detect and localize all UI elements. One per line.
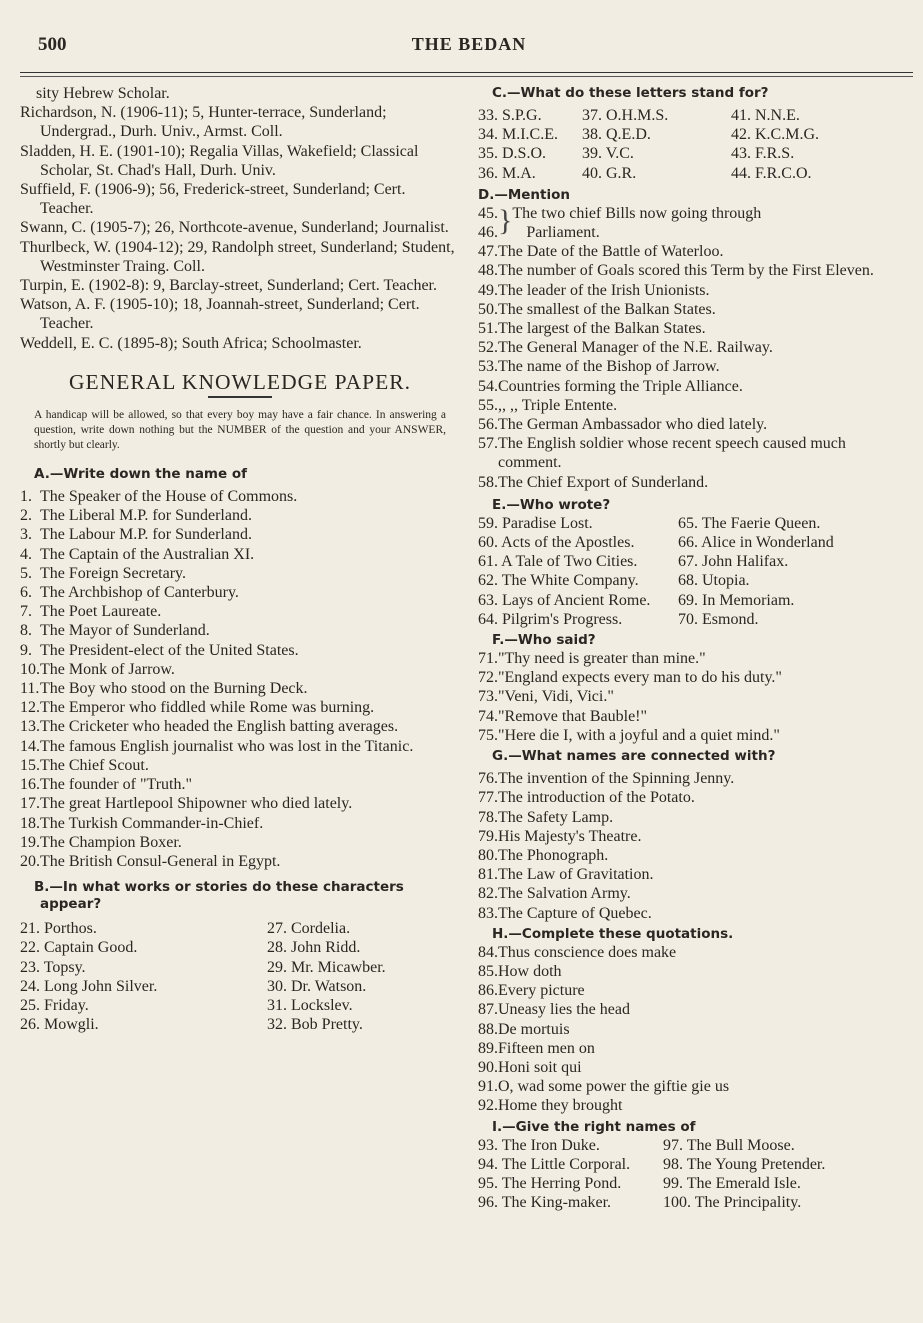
item-number: 81.: [478, 866, 498, 884]
item-text: How doth: [498, 962, 562, 980]
list-item: 36. M.A.: [478, 164, 536, 182]
question-item: [20, 583, 460, 602]
item-number: 90.: [478, 1058, 498, 1076]
question-item: [478, 357, 913, 376]
item-number: 13.: [20, 718, 40, 736]
list-item: 28. John Ridd.: [267, 939, 361, 957]
item-number: 10.: [20, 660, 40, 678]
item-number: 58.: [478, 473, 498, 491]
list-item: 65. The Faerie Queen.: [678, 514, 821, 532]
item-text: The Poet Laureate.: [40, 603, 162, 621]
running-header: [38, 32, 900, 60]
item-number: 72.: [478, 669, 498, 687]
item-text: Fifteen men on: [498, 1039, 595, 1057]
question-item: [20, 794, 460, 813]
item-text: The largest of the Balkan States.: [498, 320, 706, 338]
header-rule-thin: [20, 76, 913, 77]
item-text: The Date of the Battle of Waterloo.: [498, 243, 724, 261]
item-text: Uneasy lies the head: [498, 1001, 630, 1019]
section-g-list: [478, 769, 913, 923]
running-title: THE BEDAN: [411, 34, 527, 54]
question-item: [478, 981, 913, 1000]
question-item: [20, 545, 460, 564]
question-item: [20, 641, 460, 660]
question-item: [478, 1058, 913, 1077]
item-text: Parliament.: [526, 224, 600, 242]
list-item: 33. S.P.G.: [478, 107, 542, 124]
question-item: [478, 769, 913, 788]
item-number: 45.: [478, 204, 498, 222]
question-item: [478, 1000, 913, 1019]
question-item: [478, 904, 913, 923]
item-number: 52.: [478, 339, 498, 357]
list-item: 100. The Principality.: [663, 1194, 802, 1212]
question-item: [20, 679, 460, 698]
item-number: 87.: [478, 1001, 498, 1019]
item-number: 54.: [478, 377, 498, 395]
item-number: 16.: [20, 776, 40, 794]
alumni-entry: Swann, C. (1905-7); 26, Northcote-avenue, Sunderland; Journalist.: [20, 219, 449, 237]
question-item: [20, 737, 460, 756]
item-number: 82.: [478, 885, 498, 903]
page-number: 500: [38, 34, 67, 55]
list-item: 66. Alice in Wonderland: [678, 534, 834, 552]
question-item: [478, 808, 913, 827]
question-item: [478, 846, 913, 865]
list-item: 62. The White Company.: [478, 572, 639, 590]
alumni-entry: Turpin, E. (1902-8): 9, Barclay-street, Sunderland; Cert. Teacher.: [20, 277, 437, 295]
item-number: 2.: [20, 507, 32, 525]
item-text: "Here die I, with a joyful and a quiet mind.": [498, 726, 780, 744]
question-item: [478, 707, 913, 726]
question-item: [478, 668, 913, 687]
item-number: 20.: [20, 852, 40, 870]
item-number: 55.: [478, 396, 498, 414]
item-text: The Capture of Quebec.: [498, 904, 652, 922]
list-item: 31. Lockslev.: [267, 996, 353, 1014]
section-a-heading: A.—Write down the name of: [34, 466, 248, 483]
list-item: 96. The King-maker.: [478, 1194, 612, 1212]
brace-item: [478, 204, 913, 242]
item-text: "Remove that Bauble!": [498, 707, 648, 725]
item-number: 3.: [20, 526, 32, 544]
item-number: 50.: [478, 300, 498, 318]
brace-glyph: }: [498, 203, 513, 237]
item-text: Thus conscience does make: [498, 943, 677, 961]
question-item: [20, 487, 460, 506]
question-item: [478, 1039, 913, 1058]
item-number: 1.: [20, 488, 32, 506]
list-item: 95. The Herring Pond.: [478, 1174, 622, 1192]
question-item: [20, 698, 460, 717]
item-text: The two chief Bills now going through: [512, 204, 762, 222]
question-item: [478, 726, 913, 745]
question-item: [20, 621, 460, 640]
list-item: 24. Long John Silver.: [20, 977, 158, 995]
item-text: The Labour M.P. for Sunderland.: [40, 526, 252, 544]
question-item: [478, 788, 913, 807]
section-b-list: [20, 919, 460, 1034]
section-i-list: [478, 1136, 913, 1213]
item-text: The General Manager of the N.E. Railway.: [498, 339, 773, 357]
item-number: 49.: [478, 281, 498, 299]
list-item: 69. In Memoriam.: [678, 591, 795, 609]
item-text: The Mayor of Sunderland.: [40, 622, 210, 640]
list-item: 38. Q.E.D.: [582, 126, 651, 144]
item-number: 75.: [478, 726, 498, 744]
section-f-list: [478, 649, 913, 745]
item-number: 8.: [20, 622, 32, 640]
item-text: The Law of Gravitation.: [498, 866, 654, 884]
item-text: The famous English journalist who was lost in the Titanic.: [40, 737, 414, 755]
list-item: 43. F.R.S.: [731, 145, 795, 163]
item-text: The Chief Export of Sunderland.: [498, 473, 709, 491]
item-number: 86.: [478, 982, 498, 1000]
list-item: 98. The Young Pretender.: [663, 1155, 826, 1173]
item-number: 19.: [20, 833, 40, 851]
list-item: 35. D.S.O.: [478, 145, 547, 163]
item-number: 84.: [478, 943, 498, 961]
item-text: The founder of "Truth.": [40, 776, 193, 794]
question-item: [20, 506, 460, 525]
list-item: 42. K.C.M.G.: [731, 126, 820, 144]
list-item: 29. Mr. Micawber.: [267, 958, 386, 976]
item-number: 6.: [20, 584, 32, 602]
list-item: 26. Mowgli.: [20, 1016, 99, 1034]
instructions-note: A handicap will be allowed, so that every boy may have a fair chance. In answering a question, write down nothing but the NUMBER of the question and your ANSWER, shortly but clearly.: [34, 409, 446, 452]
list-item: 64. Pilgrim's Progress.: [478, 610, 623, 628]
item-text: The great Hartlepool Shipowner who died lately.: [40, 795, 353, 813]
question-item: [20, 717, 460, 736]
item-text: ,, ,, Triple Entente.: [498, 396, 618, 414]
item-text: The introduction of the Potato.: [498, 789, 695, 807]
alumni-entry: Thurlbeck, W. (1904-12); 29, Randolph street, Sunderland; Student, Westminster Traing. Coll.: [20, 238, 455, 275]
question-item: [478, 300, 913, 319]
question-item: [478, 865, 913, 884]
question-item: [20, 564, 460, 583]
section-d-list: [478, 242, 913, 492]
list-item: 37. O.H.M.S.: [582, 107, 669, 124]
list-item: 59. Paradise Lost.: [478, 514, 593, 532]
list-item: 94. The Little Corporal.: [478, 1155, 631, 1173]
item-text: The Captain of the Australian XI.: [40, 545, 255, 563]
section-h-list: [478, 943, 913, 1116]
list-item: 68. Utopia.: [678, 572, 750, 590]
item-number: 14.: [20, 737, 40, 755]
list-item: 67. John Halifax.: [678, 553, 789, 571]
item-number: 73.: [478, 688, 498, 706]
list-item: 97. The Bull Moose.: [663, 1136, 795, 1154]
item-number: 56.: [478, 416, 498, 434]
item-number: 51.: [478, 320, 498, 338]
alumni-entry: Watson, A. F. (1905-10); 18, Joannah-street, Sunderland; Cert. Teacher.: [20, 296, 420, 333]
list-item: 27. Cordelia.: [267, 920, 351, 938]
question-item: [478, 281, 913, 300]
list-item: 63. Lays of Ancient Rome.: [478, 591, 651, 609]
question-item: [478, 377, 913, 396]
list-item: 25. Friday.: [20, 996, 89, 1014]
item-number: 92.: [478, 1097, 498, 1115]
list-item: 99. The Emerald Isle.: [663, 1174, 801, 1192]
item-text: The Archbishop of Canterbury.: [40, 584, 239, 602]
item-text: The Boy who stood on the Burning Deck.: [40, 680, 308, 698]
item-text: The President-elect of the United States.: [40, 641, 299, 659]
item-text: The Phonograph.: [498, 846, 609, 864]
question-item: [478, 827, 913, 846]
item-number: 57.: [478, 435, 498, 453]
paper-title: GENERAL KNOWLEDGE PAPER.: [69, 369, 411, 394]
item-number: 78.: [478, 808, 498, 826]
item-text: The Monk of Jarrow.: [40, 660, 175, 678]
question-item: [478, 943, 913, 962]
item-text: Countries forming the Triple Alliance.: [498, 377, 743, 395]
item-text: The name of the Bishop of Jarrow.: [498, 358, 720, 376]
list-item: 60. Acts of the Apostles.: [478, 534, 635, 552]
question-item: [20, 775, 460, 794]
item-text: The Safety Lamp.: [498, 808, 614, 826]
item-number: 46.: [478, 224, 498, 242]
item-number: 85.: [478, 962, 498, 980]
item-text: Every picture: [498, 982, 585, 1000]
question-item: [20, 602, 460, 621]
item-text: The Foreign Secretary.: [40, 564, 187, 582]
list-item: 40. G.R.: [582, 164, 637, 182]
section-d-heading: D.—Mention: [478, 186, 571, 203]
list-item: 39. V.C.: [582, 145, 634, 163]
item-text: The Salvation Army.: [498, 885, 631, 903]
question-item: [478, 434, 913, 472]
item-number: 71.: [478, 650, 498, 668]
list-item: 41. N.N.E.: [731, 107, 800, 124]
section-e-list: [478, 514, 913, 629]
question-item: [20, 852, 460, 871]
question-item: [20, 525, 460, 544]
item-number: 18.: [20, 814, 40, 832]
question-item: [478, 319, 913, 338]
item-number: 7.: [20, 603, 32, 621]
question-item: [478, 338, 913, 357]
section-h-heading: H.—Complete these quotations.: [492, 925, 734, 942]
item-number: 76.: [478, 770, 498, 788]
right-column: [478, 84, 913, 1212]
item-text: "Thy need is greater than mine.": [498, 650, 706, 668]
list-item: 21. Porthos.: [20, 920, 97, 938]
item-text: The number of Goals scored this Term by the First Eleven.: [498, 262, 874, 280]
question-item: [478, 242, 913, 261]
item-number: 9.: [20, 641, 32, 659]
question-item: [478, 261, 913, 280]
question-item: [20, 833, 460, 852]
item-number: 4.: [20, 545, 32, 563]
header-rule: [20, 72, 913, 73]
question-item: [478, 687, 913, 706]
section-c-list: [478, 106, 913, 183]
item-text: De mortuis: [498, 1020, 570, 1038]
question-item: [478, 396, 913, 415]
item-text: The Cricketer who headed the English batting averages.: [40, 718, 399, 736]
list-item: 61. A Tale of Two Cities.: [478, 553, 638, 571]
section-b-heading: B.—In what works or stories do these characters appear?: [34, 879, 404, 913]
section-g-heading: G.—What names are connected with?: [492, 748, 776, 765]
item-number: 53.: [478, 358, 498, 376]
list-item: 34. M.I.C.E.: [478, 126, 558, 144]
alumni-entry: Richardson, N. (1906-11); 5, Hunter-terrace, Sunderland; Undergrad., Durh. Univ., Armst. Coll.: [20, 104, 387, 141]
list-item: 32. Bob Pretty.: [267, 1016, 363, 1034]
list-item: 70. Esmond.: [678, 610, 759, 628]
item-text: The Champion Boxer.: [40, 833, 182, 851]
item-number: 17.: [20, 795, 40, 813]
section-c-heading: C.—What do these letters stand for?: [492, 85, 769, 101]
item-text: Home they brought: [498, 1097, 623, 1115]
item-number: 12.: [20, 699, 40, 717]
item-text: The German Ambassador who died lately.: [498, 416, 768, 434]
question-item: [478, 1077, 913, 1096]
question-item: [20, 660, 460, 679]
item-text: The invention of the Spinning Jenny.: [498, 770, 735, 788]
item-text: The Turkish Commander-in-Chief.: [40, 814, 264, 832]
item-text: The English soldier whose recent speech caused much comment.: [498, 435, 846, 472]
item-number: 91.: [478, 1078, 498, 1096]
question-item: [478, 473, 913, 492]
question-item: [478, 1096, 913, 1115]
item-text: The Emperor who fiddled while Rome was burning.: [40, 699, 375, 717]
item-text: The smallest of the Balkan States.: [498, 300, 716, 318]
item-number: 5.: [20, 564, 32, 582]
question-item: [20, 756, 460, 775]
question-item: [20, 814, 460, 833]
item-number: 15.: [20, 756, 40, 774]
item-number: 11.: [20, 680, 40, 698]
item-number: 47.: [478, 243, 498, 261]
item-number: 48.: [478, 262, 498, 280]
question-item: [478, 962, 913, 981]
question-item: [478, 884, 913, 903]
section-i-heading: I.—Give the right names of: [492, 1118, 696, 1135]
alumni-entry: Weddell, E. C. (1895-8); South Africa; Schoolmaster.: [20, 334, 362, 352]
question-item: [478, 1020, 913, 1039]
list-item: 23. Topsy.: [20, 958, 86, 976]
item-text: The Chief Scout.: [40, 756, 149, 774]
question-item: [478, 415, 913, 434]
section-a-list: [20, 487, 460, 871]
left-column: [20, 84, 460, 1034]
title-rule: [208, 396, 272, 398]
list-item: 44. F.R.C.O.: [731, 164, 812, 182]
item-text: His Majesty's Theatre.: [498, 827, 642, 845]
item-number: 88.: [478, 1020, 498, 1038]
section-e-heading: E.—Who wrote?: [492, 496, 611, 513]
list-item: 30. Dr. Watson.: [267, 977, 367, 995]
item-text: The Liberal M.P. for Sunderland.: [40, 507, 252, 525]
list-item: 22. Captain Good.: [20, 939, 138, 957]
item-text: The leader of the Irish Unionists.: [498, 281, 710, 299]
item-text: "England expects every man to do his duty.": [498, 669, 782, 687]
list-item: 93. The Iron Duke.: [478, 1136, 600, 1154]
item-text: Honi soit qui: [498, 1058, 582, 1076]
alumni-entry: Sladden, H. E. (1901-10); Regalia Villas, Wakefield; Classical Scholar, St. Chad's Hall, Durh. Univ.: [20, 142, 419, 179]
item-number: 79.: [478, 827, 498, 845]
item-number: 74.: [478, 707, 498, 725]
item-number: 77.: [478, 789, 498, 807]
item-text: The British Consul-General in Egypt.: [40, 852, 281, 870]
alumni-entry: Suffield, F. (1906-9); 56, Frederick-street, Sunderland; Cert. Teacher.: [20, 181, 406, 218]
item-text: "Veni, Vidi, Vici.": [498, 688, 614, 706]
section-f-heading: F.—Who said?: [492, 632, 596, 649]
item-number: 83.: [478, 904, 498, 922]
item-text: The Speaker of the House of Commons.: [40, 488, 298, 506]
item-number: 89.: [478, 1039, 498, 1057]
question-item: [478, 649, 913, 668]
alumni-entry: sity Hebrew Scholar.: [36, 85, 170, 102]
item-number: 80.: [478, 846, 498, 864]
item-text: O, wad some power the giftie gie us: [498, 1078, 730, 1096]
